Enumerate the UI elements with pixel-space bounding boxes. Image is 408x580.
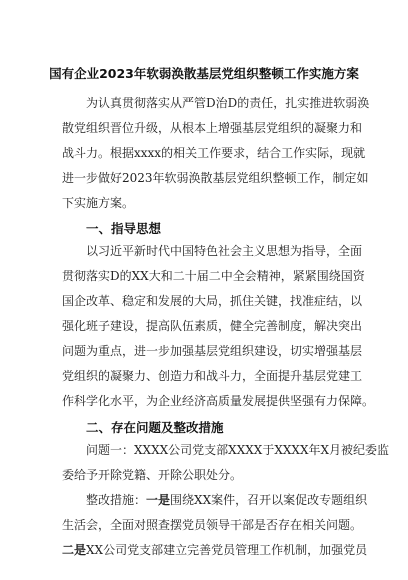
body-line: 强化班子建设，提高队伍素质，健全完善制度，解决突出: [62, 319, 363, 333]
body-line: 国企改革、稳定和发展的大局，抓住关键，找准症结，以: [62, 294, 363, 308]
body-line: 贯彻落实D的XX大和二十届二中全会精神，紧紧围绕国资: [62, 269, 365, 283]
body-line: 作科学化水平，为企业经济高质量发展提供坚强有力保障。: [62, 394, 375, 408]
measures-text: 围绕XX案件，召开以案促改专题组织: [170, 493, 368, 507]
body-line: 问题为重点，进一步加强基层党组织建设，切实增强基层: [62, 344, 363, 358]
intro-line: 散党组织晋位升级，从根本上增强基层党组织的凝聚力和: [62, 121, 363, 135]
intro-line: 下实施方案。: [62, 196, 135, 210]
measures-label: 整改措施：: [86, 493, 147, 507]
item-bold: 二是: [62, 543, 87, 557]
item-text: XX公司党支部建立完善党员管理工作机制，加强党员: [86, 543, 368, 557]
measures-bold: 一是: [146, 493, 171, 507]
body-line: 生活会，全面对照查摆党员领导干部是否存在相关问题。: [62, 518, 363, 532]
item-line: [62, 543, 367, 557]
measures-line: [86, 493, 367, 507]
body-line: 委给予开除党籍、开除公职处分。: [62, 468, 243, 482]
document-title: 国有企业2023年软弱涣散基层党组织整顿工作实施方案: [49, 66, 359, 81]
intro-line: 进一步做好2023年软弱涣散基层党组织整顿工作，制定如: [62, 171, 369, 185]
intro-line: 战斗力。根据xxxx的相关工作要求，结合工作实际，现就: [62, 146, 366, 160]
body-line: 以习近平新时代中国特色社会主义思想为指导，全面: [86, 244, 363, 258]
body-line: 党组织的凝聚力、创造力和战斗力，全面提升基层党建工: [62, 369, 363, 383]
body-line: 问题一：XXXX公司党支部XXXX于XXXX年X月被纪委监: [86, 443, 390, 457]
section-heading: 一、指导思想: [86, 221, 162, 236]
section-heading: 二、存在问题及整改措施: [86, 420, 224, 435]
intro-line: 为认真贯彻落实从严管D治D的责任，扎实推进软弱涣: [86, 96, 370, 110]
